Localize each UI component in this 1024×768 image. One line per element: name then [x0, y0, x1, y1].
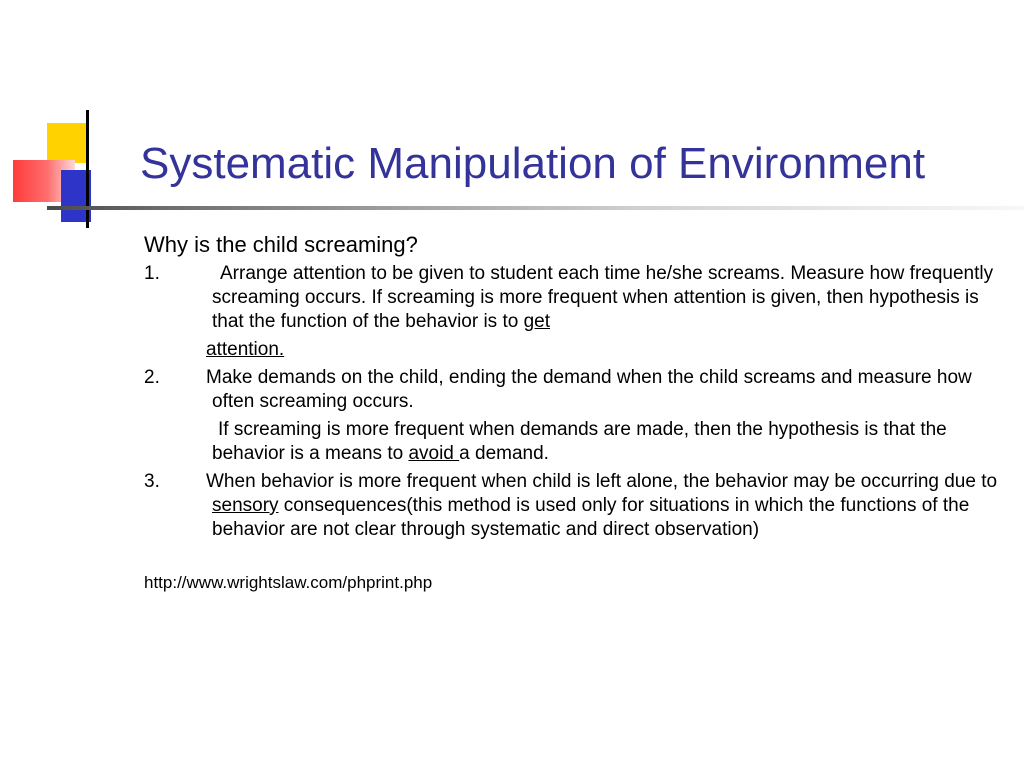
- item-2-text: Make demands on the child, ending the demand when the child screams and measure how often screaming occurs.: [206, 367, 972, 412]
- list-number-1: 1.: [144, 263, 160, 284]
- list-number-3: 3.: [144, 471, 160, 492]
- list-item-3: [144, 470, 1004, 542]
- list-item-2: [144, 366, 1004, 414]
- item-2-para-text: If screaming is more frequent when demands are made, then the hypothesis is that the behavior is a means to: [212, 419, 947, 464]
- item-1-text: Arrange attention to be given to student each time he/she screams. Measure how frequently screaming occurs. If screaming is more frequent when attention is given, then hypothesis is that the function of the behavior is to: [212, 263, 994, 332]
- logo-vertical-line: [86, 110, 89, 228]
- item-2-underlined-avoid: avoid: [408, 443, 460, 464]
- item-3-underlined-sensory: sensory: [212, 495, 279, 516]
- item-2-para-end: a demand.: [459, 443, 549, 464]
- list-item-1: [144, 262, 1004, 334]
- title-underline-rule: [47, 206, 1024, 210]
- item-1-underlined-attention: attention.: [206, 339, 285, 360]
- item-3-text-end: consequences(this method is used only for situations in which the functions of the behavior are not clear through systematic and direct observation): [212, 495, 970, 540]
- item-3-text: When behavior is more frequent when child is left alone, the behavior may be occurring due to: [206, 471, 998, 492]
- list-number-2: 2.: [144, 367, 160, 388]
- item-1-underlined-get: get: [523, 311, 551, 332]
- slide-title: Systematic Manipulation of Environment: [140, 139, 926, 188]
- item-2-paragraph: [144, 418, 1004, 466]
- item-1-tail: [144, 338, 1004, 362]
- intro-question: Why is the child screaming?: [144, 232, 418, 257]
- logo-yellow-square: [47, 123, 89, 163]
- source-url: http://www.wrightslaw.com/phprint.php: [144, 573, 433, 592]
- slide-body: [144, 230, 1004, 611]
